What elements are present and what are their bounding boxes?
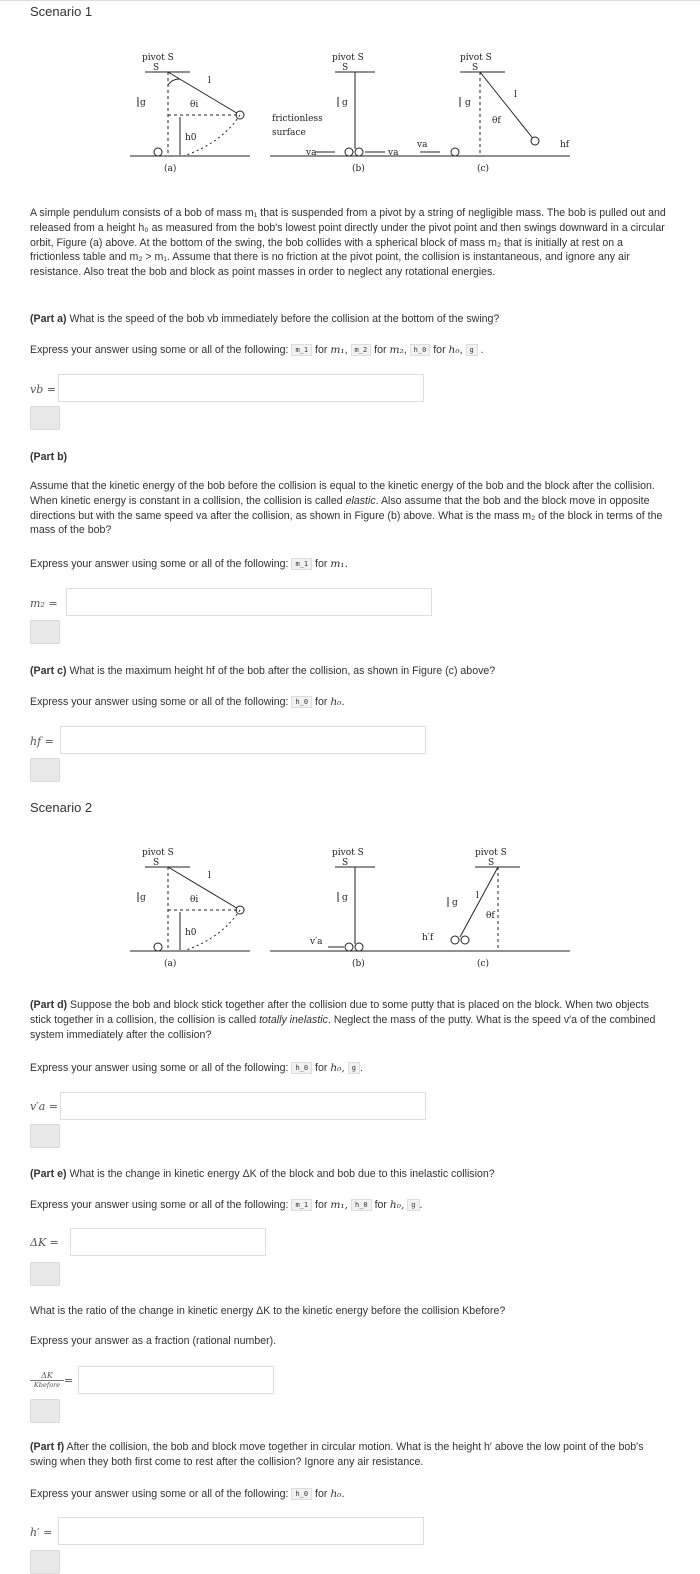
part-b-var: m₂ = (30, 597, 58, 610)
part-e-answer-input[interactable] (70, 1228, 266, 1256)
caption-b: (b) (352, 164, 365, 174)
part-b-answer-input[interactable] (66, 588, 432, 616)
svg-text:S: S (488, 858, 495, 868)
part-f-express: Express your answer using some or all of the following: h_0 for h₀. (30, 1488, 345, 1500)
svg-text:g: g (465, 98, 471, 108)
hint-tag: m_1 (291, 344, 312, 356)
part-d-check-button[interactable] (30, 1124, 60, 1148)
ratio-equals: = (64, 1374, 74, 1387)
h0: h0 (185, 133, 197, 143)
svg-text:g: g (452, 898, 458, 908)
top-divider (0, 0, 700, 1)
part-c-answer-input[interactable] (60, 726, 426, 754)
svg-text:g: g (140, 893, 146, 903)
svg-text:θf: θf (486, 911, 495, 921)
part-b-text: Assume that the kinetic energy of the bob before the collision is equal to the kinetic energy of the bob and the block after the collision. When kinetic energy is constant in a collision, the collision is called elastic. Also assume that the bob and the block move in opposite directions but with the same speed va after the collision, as shown in Figure (b) above. What is the mass m₂ of the block in terms of the mass of the bob? (30, 480, 663, 537)
svg-text:S: S (342, 63, 349, 73)
part-e-express: Express your answer using some or all of the following: m_1 for m₁, h_0 for h₀, g . (30, 1199, 423, 1211)
part-e-ratio-express: Express your answer as a fraction (rational number). (30, 1335, 277, 1347)
svg-text:θi: θi (190, 895, 199, 905)
scenario2-figure (120, 840, 580, 975)
part-a-question: (Part a) What is the speed of the bob vb immediately before the collision at the bottom of the swing? (30, 313, 500, 325)
hint-tag: h_0 (291, 696, 312, 708)
hint-tag: g (407, 1199, 419, 1211)
part-f-check-button[interactable] (30, 1550, 60, 1574)
part-e-ratio-question: What is the ratio of the change in kinetic energy ΔK to the kinetic energy before the collision Kbefore? (30, 1305, 506, 1317)
part-d-express: Express your answer using some or all of the following: h_0 for h₀, g . (30, 1062, 363, 1074)
part-a-var: vb = (30, 383, 56, 396)
part-b-express: Express your answer using some or all of the following: m_1 for m₁. (30, 558, 349, 570)
hint-tag: h_0 (291, 1062, 312, 1074)
svg-text:h0: h0 (185, 928, 197, 938)
hint-tag: m_1 (291, 558, 312, 570)
svg-text:h′f: h′f (422, 933, 434, 943)
svg-text:pivot S: pivot S (332, 848, 364, 858)
part-f-var: h′ = (30, 1526, 53, 1539)
part-a-answer-input[interactable] (58, 374, 424, 402)
part-b-check-button[interactable] (30, 620, 60, 644)
scenario1-title: Scenario 1 (30, 4, 93, 19)
svg-text:S: S (472, 63, 479, 73)
ratio-answer-input[interactable] (78, 1366, 274, 1394)
part-c-question: (Part c) What is the maximum height hf of the bob after the collision, as shown in Figure (c) above? (30, 665, 496, 677)
part-e-check-button[interactable] (30, 1262, 60, 1286)
svg-text:pivot S: pivot S (475, 848, 507, 858)
hint-tag: m_2 (351, 344, 372, 356)
pivot-label: pivot S (142, 53, 174, 63)
part-b-label: (Part b) (30, 451, 68, 463)
fig1-c (410, 53, 570, 174)
svg-text:l: l (476, 891, 479, 901)
part-c-express: Express your answer using some or all of the following: h_0 for h₀. (30, 696, 345, 708)
part-c-var: hf = (30, 735, 54, 748)
fig2-c (410, 848, 570, 969)
svg-text:pivot S: pivot S (142, 848, 174, 858)
part-d-question: (Part d) Suppose the bob and block stick together after the collision due to some putty that is placed on the block. When two objects stick together in a collision, the collision is called totally inelastic. Neglect the mass of the putty. What is the speed v′a of the combined system immediately after the collision? (30, 999, 656, 1041)
part-d-answer-input[interactable] (60, 1092, 426, 1120)
svg-text:pivot S: pivot S (332, 53, 364, 63)
svg-text:l: l (514, 90, 517, 100)
svg-text:(c): (c) (477, 959, 490, 969)
svg-text:va: va (388, 148, 399, 158)
scenario1-figure (120, 45, 580, 180)
part-d-var: v′a = (30, 1100, 58, 1113)
part-f-answer-input[interactable] (58, 1517, 424, 1545)
length-l: l (208, 76, 211, 86)
fig2-b (270, 848, 430, 969)
svg-text:S: S (153, 858, 160, 868)
hint-tag: g (466, 344, 478, 356)
svg-text:S: S (342, 858, 349, 868)
svg-text:g: g (342, 893, 348, 903)
scenario1-intro: A simple pendulum consists of a bob of mass m₁ that is suspended from a pivot by a string of negligible mass. The bob is pulled out and released from a height h₀ as measured from the bob's lowest point directly under the pivot point and then swings downward in a circular orbit, Figure (a) above. At the bottom of the swing, the bob collides with a spherical block of mass m₂ that is initially at rest on a frictionless table and m₂ > m₁. Assume that there is no friction at the pivot point, the collision is instantaneous, and ignore any air resistance. Also treat the bob and block as point masses in order to neglect any rotational energies. (30, 207, 666, 279)
svg-text:(b): (b) (352, 959, 365, 969)
hint-tag: h_0 (291, 1488, 312, 1500)
svg-text:va: va (306, 148, 317, 158)
hint-tag: h_0 (351, 1199, 372, 1211)
part-e-var: ΔK = (30, 1236, 59, 1249)
svg-text:pivot S: pivot S (460, 53, 492, 63)
part-a-check-button[interactable] (30, 406, 60, 430)
svg-text:l: l (208, 871, 211, 881)
svg-text:θf: θf (492, 116, 501, 126)
svg-text:v′a: v′a (310, 937, 323, 947)
hint-tag: g (348, 1062, 360, 1074)
pivot-s: S (153, 63, 160, 73)
part-c-check-button[interactable] (30, 758, 60, 782)
ratio-fraction: ΔK Kbefore (30, 1371, 64, 1389)
fig1-b (270, 53, 430, 174)
svg-text:g: g (342, 98, 348, 108)
svg-text:hf: hf (560, 140, 570, 150)
hint-tag: m_1 (291, 1199, 312, 1211)
gravity: g (140, 98, 146, 108)
theta-i: θi (190, 100, 199, 110)
ratio-check-button[interactable] (30, 1399, 60, 1423)
hint-tag: h_0 (410, 344, 431, 356)
caption-a: (a) (164, 164, 177, 174)
svg-text:surface: surface (272, 128, 306, 138)
scenario2-title: Scenario 2 (30, 800, 93, 815)
svg-text:va: va (417, 140, 428, 150)
svg-text:(a): (a) (164, 959, 177, 969)
fig1-a (130, 53, 250, 174)
part-f-question: (Part f) After the collision, the bob and block move together in circular motion. What is the height h′ above the low point of the bob's swing when they both first come to rest after the collision? Ignore any air resistance. (30, 1441, 644, 1468)
part-e-question: (Part e) What is the change in kinetic energy ΔK of the block and bob due to this inelastic collision? (30, 1168, 495, 1180)
fig2-a (130, 848, 250, 969)
svg-text:frictionless: frictionless (272, 114, 323, 124)
caption-c: (c) (477, 164, 490, 174)
part-a-express: Express your answer using some or all of the following: m_1 for m₁, m_2 for m₂, h_0 for h₀, g . (30, 344, 484, 356)
